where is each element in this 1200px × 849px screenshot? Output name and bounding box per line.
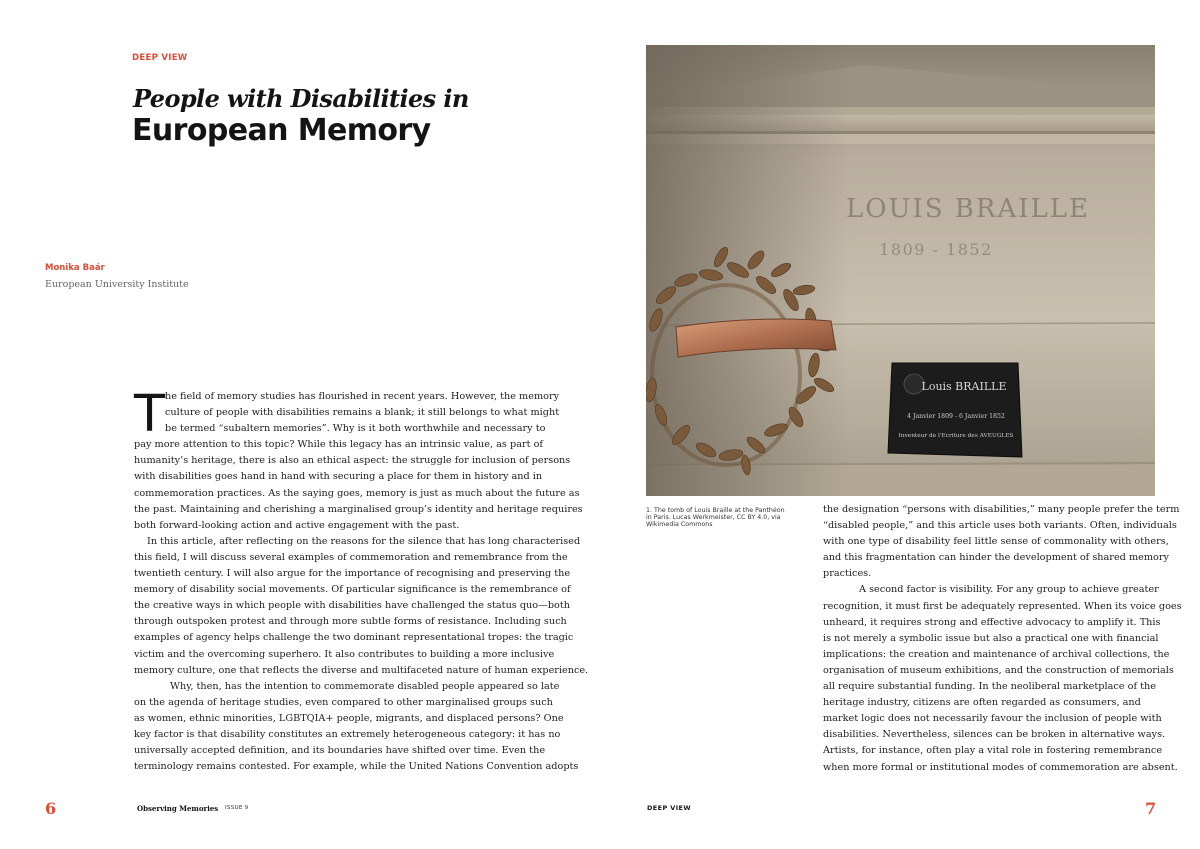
figure-photo [646,45,1155,496]
body-line: disabilities. Nevertheless, silences can be broken in alternative ways. [823,729,1166,741]
body-line: with disabilities goes hand in hand with securing a place for them in history and in [134,471,543,483]
body-line: and this fragmentation can hinder the development of shared memory [823,552,1169,564]
figure-caption [646,507,816,529]
author-name: Monika Baár [45,263,105,273]
body-line: through outspoken protest and through more subtle forms of resistance. Including such [134,616,567,628]
body-line: culture of people with disabilities remains a blank; it still belongs to what might [165,407,560,419]
engraving-name: LOUIS BRAILLE [845,194,1091,224]
body-line: both forward-looking action and active engagement with the past. [134,519,460,531]
body-line: as women, ethnic minorities, LGBTQIA+ people, migrants, and displaced persons? One [134,712,564,724]
body-line: “disabled people,” and this article uses both variants. Often, individuals [823,520,1177,532]
page-number-right: 7 [1145,799,1157,818]
body-line: A second factor is visibility. For any group to achieve greater [859,584,1159,596]
body-line: heritage industry, citizens are often regarded as consumers, and [823,697,1141,709]
section-footer: DEEP VIEW [647,804,691,812]
body-line: commemoration practices. As the saying goes, memory is just as much about the future as [134,487,580,499]
drop-cap: T [134,385,166,444]
body-line: all require substantial funding. In the neoliberal marketplace of the [823,681,1156,693]
body-line: is not merely a symbolic issue but also a practical one with financial [823,632,1159,644]
body-line: examples of agency helps challenge the two dominant representational tropes: the tragic [134,632,574,644]
journal-title: Observing Memories [137,804,219,813]
plaque-dates: 4 Janvier 1809 - 6 Janvier 1852 [907,413,1005,420]
body-line: humanity’s heritage, there is also an ethical aspect: the struggle for inclusion of persons [134,455,571,467]
body-line: In this article, after reflecting on the reasons for the silence that has long characterised [147,535,581,547]
body-line: the past. Maintaining and cherishing a marginalised group’s identity and heritage requires [134,503,583,515]
body-line: practices. [823,568,872,580]
page-number-left: 6 [45,799,57,818]
plaque-description: Inventeur de l'Ecriture des AVEUGLES [898,433,1014,439]
memorial-plaque [888,363,1022,457]
body-line: market logic does not necessarily favour the inclusion of people with [823,713,1162,725]
body-line: Why, then, has the intention to commemorate disabled people appeared so late [170,680,560,692]
body-line: twentieth century. I will also argue for the importance of recognising and preserving the [134,568,571,580]
body-line: with one type of disability feel little sense of commonality with others, [823,536,1169,548]
section-kicker: DEEP VIEW [132,53,188,63]
article-title-line1: People with Disabilities in [133,84,469,113]
body-line: the designation “persons with disabilities,” many people prefer the term [823,504,1180,515]
body-line: terminology remains contested. For example, while the United Nations Convention adopts [134,761,579,773]
caption-line: Wikimedia Commons [646,521,713,529]
body-line: unheard, it requires strong and effective advocacy to amplify it. This [823,616,1161,628]
body-line: memory culture, one that reflects the diverse and multifaceted nature of human experience. [134,664,589,676]
body-line: recognition, it must first be adequately represented. When its voice goes [823,600,1182,612]
body-line: this field, I will discuss several examples of commemoration and remembrance from the [134,551,568,563]
article-title-line2: European Memory [132,113,431,148]
body-line: be termed “subaltern memories”. Why is it both worthwhile and necessary to [165,423,546,435]
author-affiliation: European University Institute [45,279,189,290]
engraving-dates: 1809 - 1852 [879,240,993,259]
caption-line: in Paris. Lucas Werkmeister, CC BY 4.0, via [646,514,781,522]
issue-label: ISSUE 9 [225,805,249,811]
body-line: the creative ways in which people with disabilities have challenged the status quo—both [134,600,570,612]
plaque-name: Louis BRAILLE [921,380,1007,393]
body-line: Artists, for instance, often play a vital role in fostering remembrance [823,745,1163,757]
left-body-column [134,385,589,775]
body-line: implications: the creation and maintenance of archival collections, the [823,648,1170,660]
body-line: he field of memory studies has flourished in recent years. However, the memory [165,391,560,402]
body-line: victim and the overcoming superhero. It also contributes to building a more inclusive [134,648,555,660]
body-line: when more formal or institutional modes of commemoration are absent. [823,761,1178,773]
body-line: pay more attention to this topic? While this legacy has an intrinsic value, as part of [134,439,543,451]
body-line: key factor is that disability constitutes an extremely heterogeneous category: it has no [134,728,561,740]
right-body-column [823,502,1182,776]
body-line: on the agenda of heritage studies, even compared to other marginalised groups such [134,696,553,708]
body-line: universally accepted definition, and its boundaries have shifted over time. Even the [134,745,546,757]
body-line: organisation of museum exhibitions, and the construction of memorials [823,664,1174,676]
caption-line: 1. The tomb of Louis Braille at the Panthéon [646,507,785,514]
body-line: memory of disability social movements. Of particular significance is the remembrance of [134,584,571,596]
